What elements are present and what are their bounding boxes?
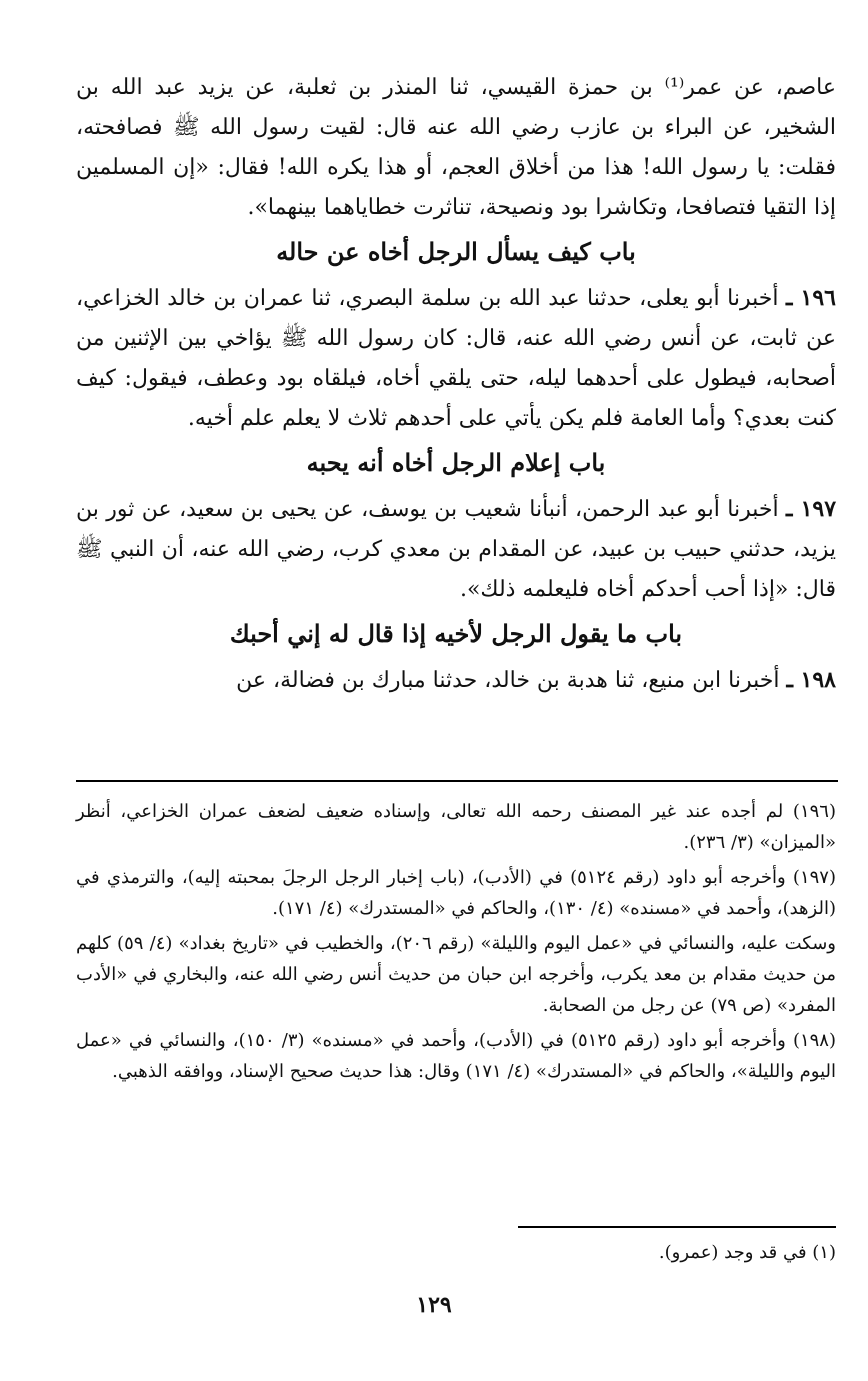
main-text — [76, 68, 836, 701]
hadith-text-197: أخبرنا أبو عبد الرحمن، أنبأنا شعيب بن يوسف، عن يحيى بن سعيد، عن ثور بن يزيد، حدثني حبيب بن عبيد، عن المقدام بن معدي كرب، رضي الله عنه، أن النبي ﷺ قال: «إذا أحب أحدكم أخاه فليعلمه ذلك». — [76, 497, 836, 602]
hadith-text-196: أخبرنا أبو يعلى، حدثنا عبد الله بن سلمة البصري، ثنا عمران بن خالد الخزاعي، عن ثابت، عن أنس رضي الله عنه، قال: كان رسول الله ﷺ يؤاخي بين الإثنين من أصحابه، فيطول على أحدهما ليله، حتى يلقي أخاه، فيلقاه بود وعطف، فيقول: كيف كنت بعدي؟ وأما العامة فلم يكن يأتي على أحدهم ثلاث لا يعلم علم أخيه. — [76, 286, 836, 431]
hadith-number-198: ١٩٨ ـ — [786, 667, 836, 693]
footnotes — [76, 796, 836, 1091]
intro-paragraph: عاصم، عن عمر⁽¹⁾ بن حمزة القيسي، ثنا المنذر بن ثعلبة، عن يزيد عبد الله بن الشخير، عن البراء بن عازب رضي الله عنه قال: لقيت رسول الله ﷺ فصافحته، فقلت: يا رسول الله! هذا من أخلاق العجم، أو هذا يكره الله! فقال: «إن المسلمين إذا التقيا فتصافحا، وتكاشرا بود ونصيحة، تناثرت خطاياهما بينهما». — [76, 75, 836, 220]
hadith-197 — [76, 489, 836, 610]
footnote-198: (١٩٨) وأخرجه أبو داود (رقم ٥١٢٥) في (الأدب)، وأحمد في «مسنده» (٣/ ١٥٠)، والنسائي في «عمل اليوم والليلة»، والحاكم في «المستدرك» (٤/ ١٧١) وقال: هذا حديث صحيح الإسناد، ووافقه الذهبي. — [76, 1030, 837, 1082]
hadith-number-196: ١٩٦ ـ — [785, 285, 836, 311]
section-heading-196: باب كيف يسأل الرجل أخاه عن حاله — [276, 237, 636, 266]
footnote-divider — [76, 780, 838, 782]
hadith-196 — [76, 278, 836, 439]
hadith-number-197: ١٩٧ ـ — [786, 496, 837, 522]
page-number: ١٢٩ — [416, 1292, 452, 1318]
hadith-text-198: أخبرنا ابن منيع، ثنا هدبة بن خالد، حدثنا مبارك بن فضالة، عن — [236, 668, 787, 693]
footnote-196: (١٩٦) لم أجده عند غير المصنف رحمه الله تعالى، وإسناده ضعيف لضعف عمران الخزاعي، أنظر «الميزان» (٣/ ٢٣٦). — [76, 801, 836, 853]
footnote-197: (١٩٧) وأخرجه أبو داود (رقم ٥١٢٤) في (الأدب)، (باب إخبار الرجل الرجلَ بمحبته إليه)، والترمذي في (الزهد)، وأحمد في «مسنده» (٤/ ١٣٠)، والحاكم في «المستدرك» (٤/ ١٧١). — [76, 867, 836, 919]
hadith-198 — [76, 660, 836, 701]
margin-note: (١) في قد وجد (عمرو). — [658, 1242, 836, 1263]
margin-note-divider — [518, 1226, 836, 1228]
section-heading-197: باب إعلام الرجل أخاه أنه يحبه — [306, 448, 606, 477]
footnote-197-continued: وسكت عليه، والنسائي في «عمل اليوم والليلة» (رقم ٢٠٦)، والخطيب في «تاريخ بغداد» (٤/ ٥٩) كلهم من حديث مقدام بن معد يكرب، وأخرجه ابن حبان من حديث أنس رضي الله عنه، والبخاري في «الأدب المفرد» (ص ٧٩) عن رجل من الصحابة. — [76, 933, 836, 1016]
section-heading-198: باب ما يقول الرجل لأخيه إذا قال له إني أحبك — [229, 619, 683, 648]
